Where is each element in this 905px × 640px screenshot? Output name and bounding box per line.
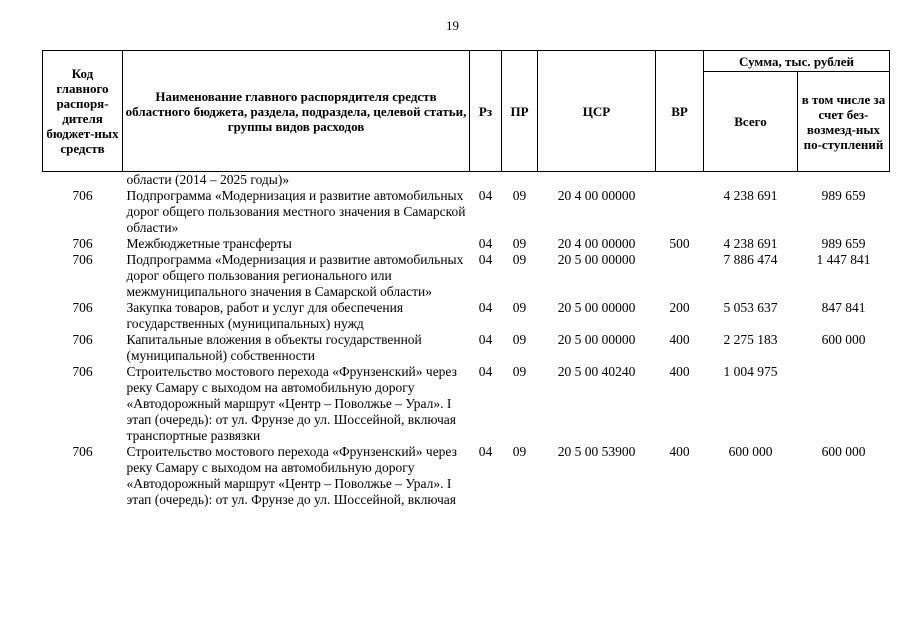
cell-free: 1 447 841 xyxy=(816,252,871,267)
cell-pr: 09 xyxy=(512,444,527,459)
page-number: 19 xyxy=(446,18,459,33)
table-row xyxy=(43,300,890,332)
table-header xyxy=(43,51,890,172)
cell-vr: 400 xyxy=(669,444,690,459)
table-row xyxy=(43,364,890,444)
cell-name: Капитальные вложения в объекты государственной (муниципальной) собственности xyxy=(126,332,422,363)
cell-rz: 04 xyxy=(478,300,493,315)
cell-total: 4 238 691 xyxy=(723,188,778,203)
header-rz: Рз xyxy=(470,51,502,172)
cell-pr: 09 xyxy=(512,252,527,267)
header-total: Всего xyxy=(704,72,798,172)
cell-total: 1 004 975 xyxy=(723,364,778,379)
cell-name: области (2014 – 2025 годы)» xyxy=(126,172,290,187)
cell-code: 706 xyxy=(72,444,93,459)
cell-free: 600 000 xyxy=(821,444,866,459)
cell-rz: 04 xyxy=(478,444,493,459)
cell-code xyxy=(43,172,123,189)
cell-code: 706 xyxy=(72,300,93,315)
table-row xyxy=(43,188,890,236)
cell-name: Строительство мостового перехода «Фрунзенский» через реку Самару с выходом на автомобильную дорогу «Автодорожный маршрут «Центр – Поволжье – Урал». I этап (очередь): от ул. Фрунзе до ул. Шоссейной, включая транспортные развязки xyxy=(126,364,457,443)
budget-table xyxy=(42,50,890,508)
cell-free: 847 841 xyxy=(821,300,866,315)
cell-vr xyxy=(656,188,704,236)
cell-code: 706 xyxy=(72,364,93,379)
header-sum: Сумма, тыс. рублей xyxy=(704,51,890,72)
cell-csr: 20 5 00 00000 xyxy=(557,332,636,347)
cell-rz: 04 xyxy=(478,236,493,251)
table-body xyxy=(43,172,890,509)
cell-total: 5 053 637 xyxy=(723,300,778,315)
cell-name: Закупка товаров, работ и услуг для обеспечения государственных (муниципальных) нужд xyxy=(126,300,404,331)
cell-vr xyxy=(656,252,704,300)
cell-pr: 09 xyxy=(512,300,527,315)
cell-free xyxy=(798,172,890,189)
cell-csr: 20 4 00 00000 xyxy=(557,188,636,203)
header-vr: ВР xyxy=(656,51,704,172)
cell-free: 989 659 xyxy=(821,188,866,203)
header-free: в том числе за счет без-возмезд-ных по-ступлений xyxy=(798,72,890,172)
cell-vr: 400 xyxy=(669,332,690,347)
table-row xyxy=(43,332,890,364)
cell-pr: 09 xyxy=(512,364,527,379)
cell-total: 7 886 474 xyxy=(723,252,778,267)
cell-free: 989 659 xyxy=(821,236,866,251)
cell-total: 600 000 xyxy=(728,444,773,459)
header-name: Наименование главного распорядителя средств областного бюджета, раздела, подраздела, целевой статьи, группы видов расходов xyxy=(123,51,470,172)
cell-rz: 04 xyxy=(478,252,493,267)
cell-name: Межбюджетные трансферты xyxy=(126,236,292,251)
cell-pr: 09 xyxy=(512,236,527,251)
cell-rz xyxy=(470,172,502,189)
cell-name: Подпрограмма «Модернизация и развитие автомобильных дорог общего пользования регионального или межмуниципального значения в Самарской области» xyxy=(126,252,464,299)
cell-total: 4 238 691 xyxy=(723,236,778,251)
cell-csr: 20 5 00 00000 xyxy=(557,252,636,267)
header-code: Код главного распоря-дителя бюджет-ных средств xyxy=(43,51,123,172)
cell-rz: 04 xyxy=(478,332,493,347)
cell-free xyxy=(798,364,890,444)
cell-code: 706 xyxy=(72,252,93,267)
cell-pr: 09 xyxy=(512,332,527,347)
table-row xyxy=(43,252,890,300)
cell-vr: 500 xyxy=(669,236,690,251)
cell-total: 2 275 183 xyxy=(723,332,778,347)
cell-free: 600 000 xyxy=(821,332,866,347)
table-row xyxy=(43,172,890,189)
table-row xyxy=(43,236,890,252)
cell-vr xyxy=(656,172,704,189)
cell-csr: 20 4 00 00000 xyxy=(557,236,636,251)
header-pr: ПР xyxy=(502,51,538,172)
cell-vr: 200 xyxy=(669,300,690,315)
cell-csr: 20 5 00 53900 xyxy=(557,444,636,459)
cell-csr: 20 5 00 40240 xyxy=(557,364,636,379)
cell-code: 706 xyxy=(72,332,93,347)
cell-code: 706 xyxy=(72,188,93,203)
cell-rz: 04 xyxy=(478,364,493,379)
header-csr: ЦСР xyxy=(538,51,656,172)
cell-rz: 04 xyxy=(478,188,493,203)
cell-pr xyxy=(502,172,538,189)
cell-csr xyxy=(538,172,656,189)
cell-name: Подпрограмма «Модернизация и развитие автомобильных дорог общего пользования местного значения в Самарской области» xyxy=(126,188,466,235)
cell-vr: 400 xyxy=(669,364,690,379)
cell-csr: 20 5 00 00000 xyxy=(557,300,636,315)
cell-name: Строительство мостового перехода «Фрунзенский» через реку Самару с выходом на автомобильную дорогу «Автодорожный маршрут «Центр – Поволжье – Урал». I этап (очередь): от ул. Фрунзе до ул. Шоссейной, включая xyxy=(126,444,457,507)
cell-pr: 09 xyxy=(512,188,527,203)
cell-code: 706 xyxy=(72,236,93,251)
table-row xyxy=(43,444,890,508)
cell-total xyxy=(704,172,798,189)
